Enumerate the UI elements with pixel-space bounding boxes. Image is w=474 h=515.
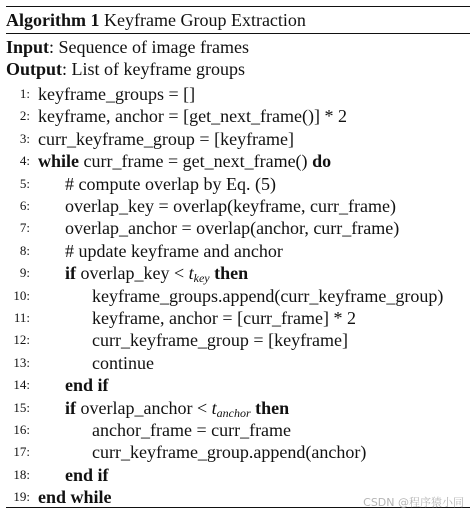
code-text: curr_keyframe_group.append(anchor) xyxy=(92,442,367,463)
line-code xyxy=(38,486,112,508)
code-text: overlap_key = overlap(keyframe, curr_frame) xyxy=(65,196,396,216)
code-text: overlap_anchor < xyxy=(76,397,212,418)
watermark: CSDN @程序猿小同 xyxy=(363,496,464,509)
keyword: end if xyxy=(65,464,109,485)
line-code xyxy=(65,374,109,396)
algorithm-input xyxy=(6,36,249,58)
algorithm-header xyxy=(6,8,306,32)
code-text: keyframe_groups.append(curr_keyframe_group) xyxy=(92,285,444,306)
input-label: Input xyxy=(6,37,50,57)
line-number: 5: xyxy=(19,175,30,191)
keyword: then xyxy=(214,263,249,284)
code-text: keyframe, anchor = [get_next_frame()] * 2 xyxy=(38,106,348,127)
line-code xyxy=(38,150,331,172)
code-text: overlap_key < xyxy=(76,263,189,284)
code-text: keyframe_groups = [] xyxy=(38,84,196,104)
line-code xyxy=(65,173,276,195)
code-text: curr_keyframe_group = [keyframe] xyxy=(92,330,349,351)
line-number: 7: xyxy=(19,220,30,236)
algorithm-tag: Algorithm 1 xyxy=(6,10,100,30)
line-code xyxy=(65,464,109,486)
line-code xyxy=(92,352,154,374)
line-code xyxy=(38,83,195,105)
code-text: overlap_anchor = overlap(anchor, curr_frame) xyxy=(65,218,400,239)
line-number: 18: xyxy=(13,466,30,482)
header-rule xyxy=(6,33,470,34)
algorithm-title: Keyframe Group Extraction xyxy=(104,10,306,30)
output-text: : List of keyframe groups xyxy=(62,59,245,79)
keyword: end while xyxy=(38,487,112,508)
line-code xyxy=(38,105,347,127)
line-code xyxy=(92,419,291,441)
line-number: 14: xyxy=(13,377,30,393)
code-text: curr_keyframe_group = [keyframe] xyxy=(38,128,295,149)
input-text: : Sequence of image frames xyxy=(49,37,249,57)
keyword: if xyxy=(65,397,76,418)
code-text: anchor_frame = curr_frame xyxy=(92,420,292,440)
algorithm-output xyxy=(6,58,245,80)
line-code xyxy=(65,195,396,217)
line-number: 8: xyxy=(19,242,30,258)
keyword: if xyxy=(65,263,76,284)
line-number: 6: xyxy=(19,198,30,213)
line-code xyxy=(92,285,443,307)
output-label: Output xyxy=(6,59,63,79)
line-number: 11: xyxy=(13,310,30,325)
keyword: then xyxy=(255,397,290,418)
code-text: continue xyxy=(92,352,154,373)
keyword: while xyxy=(38,151,80,172)
line-code xyxy=(65,262,248,284)
line-number: 13: xyxy=(13,354,30,370)
line-number: 16: xyxy=(13,422,30,437)
threshold-symbol: $t_{anchor}$ xyxy=(211,397,251,420)
line-code xyxy=(92,441,366,463)
line-number: 17: xyxy=(13,444,30,460)
keyword: end if xyxy=(65,375,109,396)
line-number: 1: xyxy=(19,86,30,101)
top-rule xyxy=(6,6,470,7)
threshold-symbol: $t_{key}$ xyxy=(188,263,210,286)
code-text: # compute overlap by Eq. (5) xyxy=(65,173,276,194)
code-text: # update keyframe and anchor xyxy=(65,240,283,261)
code-text: keyframe, anchor = [curr_frame] * 2 xyxy=(92,308,357,328)
line-code xyxy=(92,329,348,351)
line-code xyxy=(92,307,356,329)
line-number: 19: xyxy=(13,489,30,505)
line-code xyxy=(65,217,399,239)
line-number: 15: xyxy=(13,399,30,415)
code-text: curr_frame = get_next_frame() xyxy=(79,151,313,172)
line-code xyxy=(65,397,289,419)
line-number: 10: xyxy=(13,287,30,303)
line-number: 12: xyxy=(13,332,30,348)
keyword: do xyxy=(312,151,332,172)
line-number: 9: xyxy=(19,265,30,281)
line-number: 2: xyxy=(19,108,30,124)
line-code xyxy=(65,240,283,262)
line-number: 4: xyxy=(19,153,30,169)
line-code xyxy=(38,128,294,150)
line-number: 3: xyxy=(19,130,30,146)
